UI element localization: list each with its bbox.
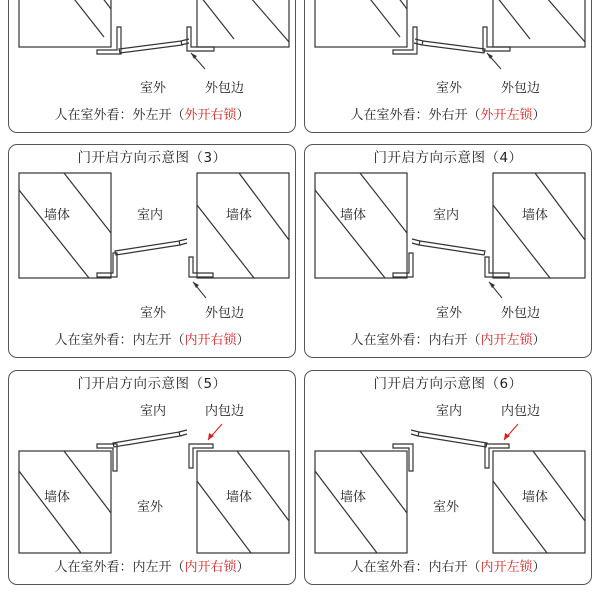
diagram-panel-3 [8,144,296,358]
wall-right-label: 墙体 [522,208,549,223]
door-frame-right [485,257,509,277]
outside-label: 室外 [140,306,167,321]
wall-left [19,0,111,47]
lock-side-highlight: 外开右锁 [184,108,237,123]
panel-title: 门开启方向示意图（3） [77,150,227,166]
panel-caption: 人在室外看：内左开（内开右锁） [54,333,250,348]
wall-right [493,0,585,47]
door-frame-right [483,27,510,51]
wall-right-label: 墙体 [522,490,549,505]
outer-trim-label: 外包边 [501,306,541,321]
diagram-panel-4 [304,144,592,358]
door-frame-left [393,444,413,471]
wall-left-label: 墙体 [44,208,71,223]
wall-left-label: 墙体 [44,490,71,505]
diagram-panel-5 [8,370,296,585]
lock-side-highlight: 内开右锁 [184,560,237,575]
outside-label: 室外 [433,500,460,515]
panel-caption: 人在室外看：内右开（内开左锁） [350,560,546,575]
wall-right-label: 墙体 [226,490,253,505]
outside-label: 室外 [436,81,463,96]
panel-title: 门开启方向示意图（5） [77,376,227,392]
door-frame-left [97,253,117,277]
door-frame-right [189,257,213,277]
panel-caption: 人在室外看：内左开（内开右锁） [54,560,250,575]
wall-left-label: 墙体 [340,490,367,505]
outer-trim-label: 外包边 [205,81,245,96]
wall-left [315,0,407,47]
outside-label: 室外 [140,81,167,96]
inner-trim-label: 内包边 [501,404,541,419]
outer-trim-label: 外包边 [205,306,245,321]
lock-side-highlight: 外开左锁 [480,108,533,123]
door-frame-right [187,27,214,51]
door-diagram-4 [305,145,592,358]
door-frame-left [393,253,413,277]
wall-right [493,173,585,278]
door-leaf [419,241,485,255]
panel-title: 门开启方向示意图（4） [373,150,523,166]
door-leaf [422,41,485,53]
door-leaf [113,432,180,447]
inside-label: 室内 [433,208,460,223]
wall-right [197,0,289,47]
inner-trim-label: 内包边 [205,404,245,419]
door-frame-left [393,27,417,54]
door-frame-left [97,27,121,54]
diagram-panel-6 [304,370,592,585]
inside-label: 室内 [436,404,463,419]
diagram-panel-1 [8,0,296,133]
door-frame-right [485,444,509,468]
lock-side-highlight: 内开左锁 [480,560,533,575]
outer-trim-label: 外包边 [501,81,541,96]
door-leaf [418,432,487,447]
wall-left-label: 墙体 [340,208,367,223]
wall-left [315,173,407,278]
diagram-panel-2 [304,0,592,133]
outside-label: 室外 [137,500,164,515]
door-leaf [115,241,180,255]
door-frame-left [97,444,117,471]
panel-caption: 人在室外看：外右开（外开左锁） [350,108,546,123]
inside-label: 室内 [137,208,164,223]
inside-label: 室内 [140,404,167,419]
wall-left [19,173,111,278]
door-diagram-3 [9,145,296,358]
outside-label: 室外 [436,306,463,321]
panel-caption: 人在室外看：外左开（外开右锁） [54,108,250,123]
panel-title: 门开启方向示意图（6） [373,376,523,392]
wall-right [197,173,289,278]
lock-side-highlight: 内开右锁 [184,333,237,348]
wall-right-label: 墙体 [226,208,253,223]
door-frame-right [189,444,213,468]
panel-caption: 人在室外看：内右开（内开左锁） [350,333,546,348]
lock-side-highlight: 内开左锁 [480,333,533,348]
door-leaf [119,41,182,53]
